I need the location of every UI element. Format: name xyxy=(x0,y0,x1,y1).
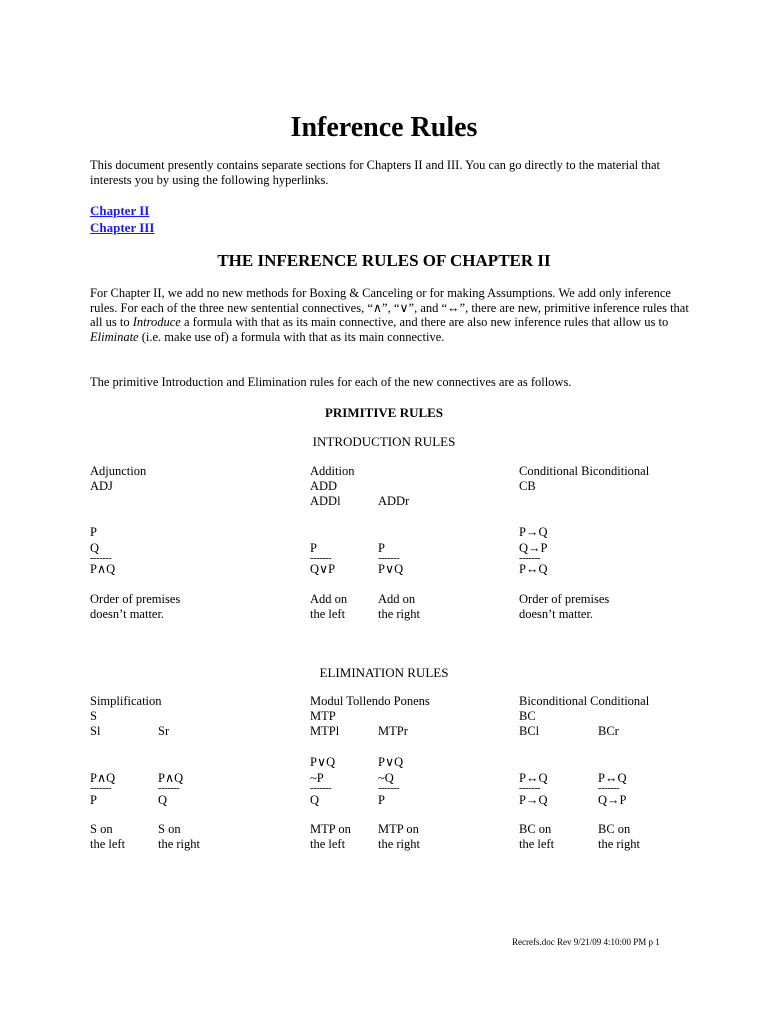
bc-right-note-2: the right xyxy=(598,837,641,851)
bc-left-abbr: BCl xyxy=(519,724,540,738)
bc-left-premise: P↔Q xyxy=(519,771,548,785)
s-right-note-1: S on xyxy=(158,822,181,836)
add-right-abbr: ADDr xyxy=(378,494,410,508)
page-footer: Recrefs.doc Rev 9/21/09 4:10:00 PM p 1 xyxy=(512,937,660,947)
cb-abbr: CB xyxy=(519,479,536,493)
add-left-conclusion: Q∨P xyxy=(310,562,336,576)
mtp-right-abbr: MTPr xyxy=(378,724,408,738)
bc-left-note-2: the left xyxy=(519,837,555,851)
bc-left-separator: ------- xyxy=(519,783,541,794)
s-name: Simplification xyxy=(90,694,162,708)
bc-left-note-1: BC on xyxy=(519,822,552,836)
mtp-abbr: MTP xyxy=(310,709,336,723)
add-left-separator: ------- xyxy=(310,553,332,564)
page-title: Inference Rules xyxy=(290,112,478,143)
add-abbr: ADD xyxy=(310,479,338,493)
intro-paragraph: This document presently contains separate sections for Chapters II and III. You can go directly to the material that interests you by using the following hyperlinks. xyxy=(90,158,660,187)
elimination-rules-heading: ELIMINATION RULES xyxy=(319,665,449,680)
bc-left-conclusion: P→Q xyxy=(519,793,548,807)
add-name: Addition xyxy=(310,464,355,478)
s-left-note-1: S on xyxy=(90,822,113,836)
cb-premise-1: P→Q xyxy=(519,525,548,539)
chapter-ii-paragraph: For Chapter II, we add no new methods for Boxing & Canceling or for making Assumptions. We add only inference rules. For each of the three new sentential connectives, “∧”, “∨”, and “↔”, there are new, primitive inference rules that all us to Introduce a formula with that as its main connective, and there are also new inference rules that allow us to Eliminate (i.e. make use of) a formula with that as its main connective. xyxy=(90,286,689,344)
adj-conclusion: P∧Q xyxy=(90,562,116,576)
mtp-right-note-1: MTP on xyxy=(378,822,419,836)
mtp-left-abbr: MTPl xyxy=(310,724,340,738)
adj-note-line-1: Order of premises xyxy=(90,592,181,606)
cb-conclusion: P↔Q xyxy=(519,562,548,576)
add-left-abbr: ADDl xyxy=(310,494,341,508)
s-right-note-2: the right xyxy=(158,837,201,851)
mtp-name: Modul Tollendo Ponens xyxy=(310,694,430,708)
introduce-emphasis: Introduce xyxy=(132,315,181,330)
adj-name: Adjunction xyxy=(90,464,147,478)
mtp-left-separator: ------- xyxy=(310,783,332,794)
rules-intro-paragraph: The primitive Introduction and Elimination rules for each of the new connectives are as follows. xyxy=(90,375,572,389)
primitive-rules-heading: PRIMITIVE RULES xyxy=(324,405,444,420)
link-chapter-iii[interactable]: Chapter III xyxy=(90,220,155,235)
s-left-premise: P∧Q xyxy=(90,771,116,785)
link-chapter-ii[interactable]: Chapter II xyxy=(90,203,150,218)
bc-right-separator: ------- xyxy=(598,783,620,794)
adj-separator: ------- xyxy=(90,553,112,564)
cb-name: Conditional Biconditional xyxy=(519,464,650,478)
s-right-separator: ------- xyxy=(158,783,180,794)
add-right-note-2: the right xyxy=(378,607,421,621)
s-abbr: S xyxy=(90,709,97,723)
mtp-right-note-2: the right xyxy=(378,837,421,851)
bc-right-note-1: BC on xyxy=(598,822,631,836)
mtp-right-separator: ------- xyxy=(378,783,400,794)
mtp-left-conclusion: Q xyxy=(310,793,320,807)
cb-note-line-2: doesn’t matter. xyxy=(519,607,594,621)
s-left-note-2: the left xyxy=(90,837,126,851)
eliminate-emphasis: Eliminate xyxy=(90,329,139,344)
bc-abbr: BC xyxy=(519,709,536,723)
section-heading: THE INFERENCE RULES OF CHAPTER II xyxy=(217,251,551,270)
s-left-conclusion: P xyxy=(90,793,97,807)
add-right-separator: ------- xyxy=(378,553,400,564)
s-right-conclusion: Q xyxy=(158,793,168,807)
bc-right-conclusion: Q→P xyxy=(598,793,627,807)
bc-right-premise: P↔Q xyxy=(598,771,627,785)
cb-premise-2: Q→P xyxy=(519,541,548,555)
s-right-premise: P∧Q xyxy=(158,771,184,785)
cb-separator: ------- xyxy=(519,553,541,564)
mtp-right-premise-1: P∨Q xyxy=(378,755,404,769)
mtp-right-premise-2: ~Q xyxy=(378,771,394,785)
adj-premise-2: Q xyxy=(90,541,100,555)
add-left-premise: P xyxy=(310,541,317,555)
mtp-right-conclusion: P xyxy=(378,793,385,807)
adj-premise-1: P xyxy=(90,525,97,539)
cb-note-line-1: Order of premises xyxy=(519,592,610,606)
mtp-left-premise-2: ~P xyxy=(310,771,324,785)
mtp-left-premise-1: P∨Q xyxy=(310,755,336,769)
add-right-premise: P xyxy=(378,541,385,555)
add-right-note-1: Add on xyxy=(378,592,416,606)
add-right-conclusion: P∨Q xyxy=(378,562,404,576)
s-left-abbr: Sl xyxy=(90,724,101,738)
bc-right-abbr: BCr xyxy=(598,724,619,738)
add-left-note-1: Add on xyxy=(310,592,348,606)
add-left-note-2: the left xyxy=(310,607,346,621)
introduction-rules-heading: INTRODUCTION RULES xyxy=(312,434,456,449)
bc-name: Biconditional Conditional xyxy=(519,694,650,708)
s-right-abbr: Sr xyxy=(158,724,170,738)
s-left-separator: ------- xyxy=(90,783,112,794)
mtp-left-note-1: MTP on xyxy=(310,822,351,836)
adj-abbr: ADJ xyxy=(90,479,113,493)
mtp-left-note-2: the left xyxy=(310,837,346,851)
adj-note-line-2: doesn’t matter. xyxy=(90,607,165,621)
